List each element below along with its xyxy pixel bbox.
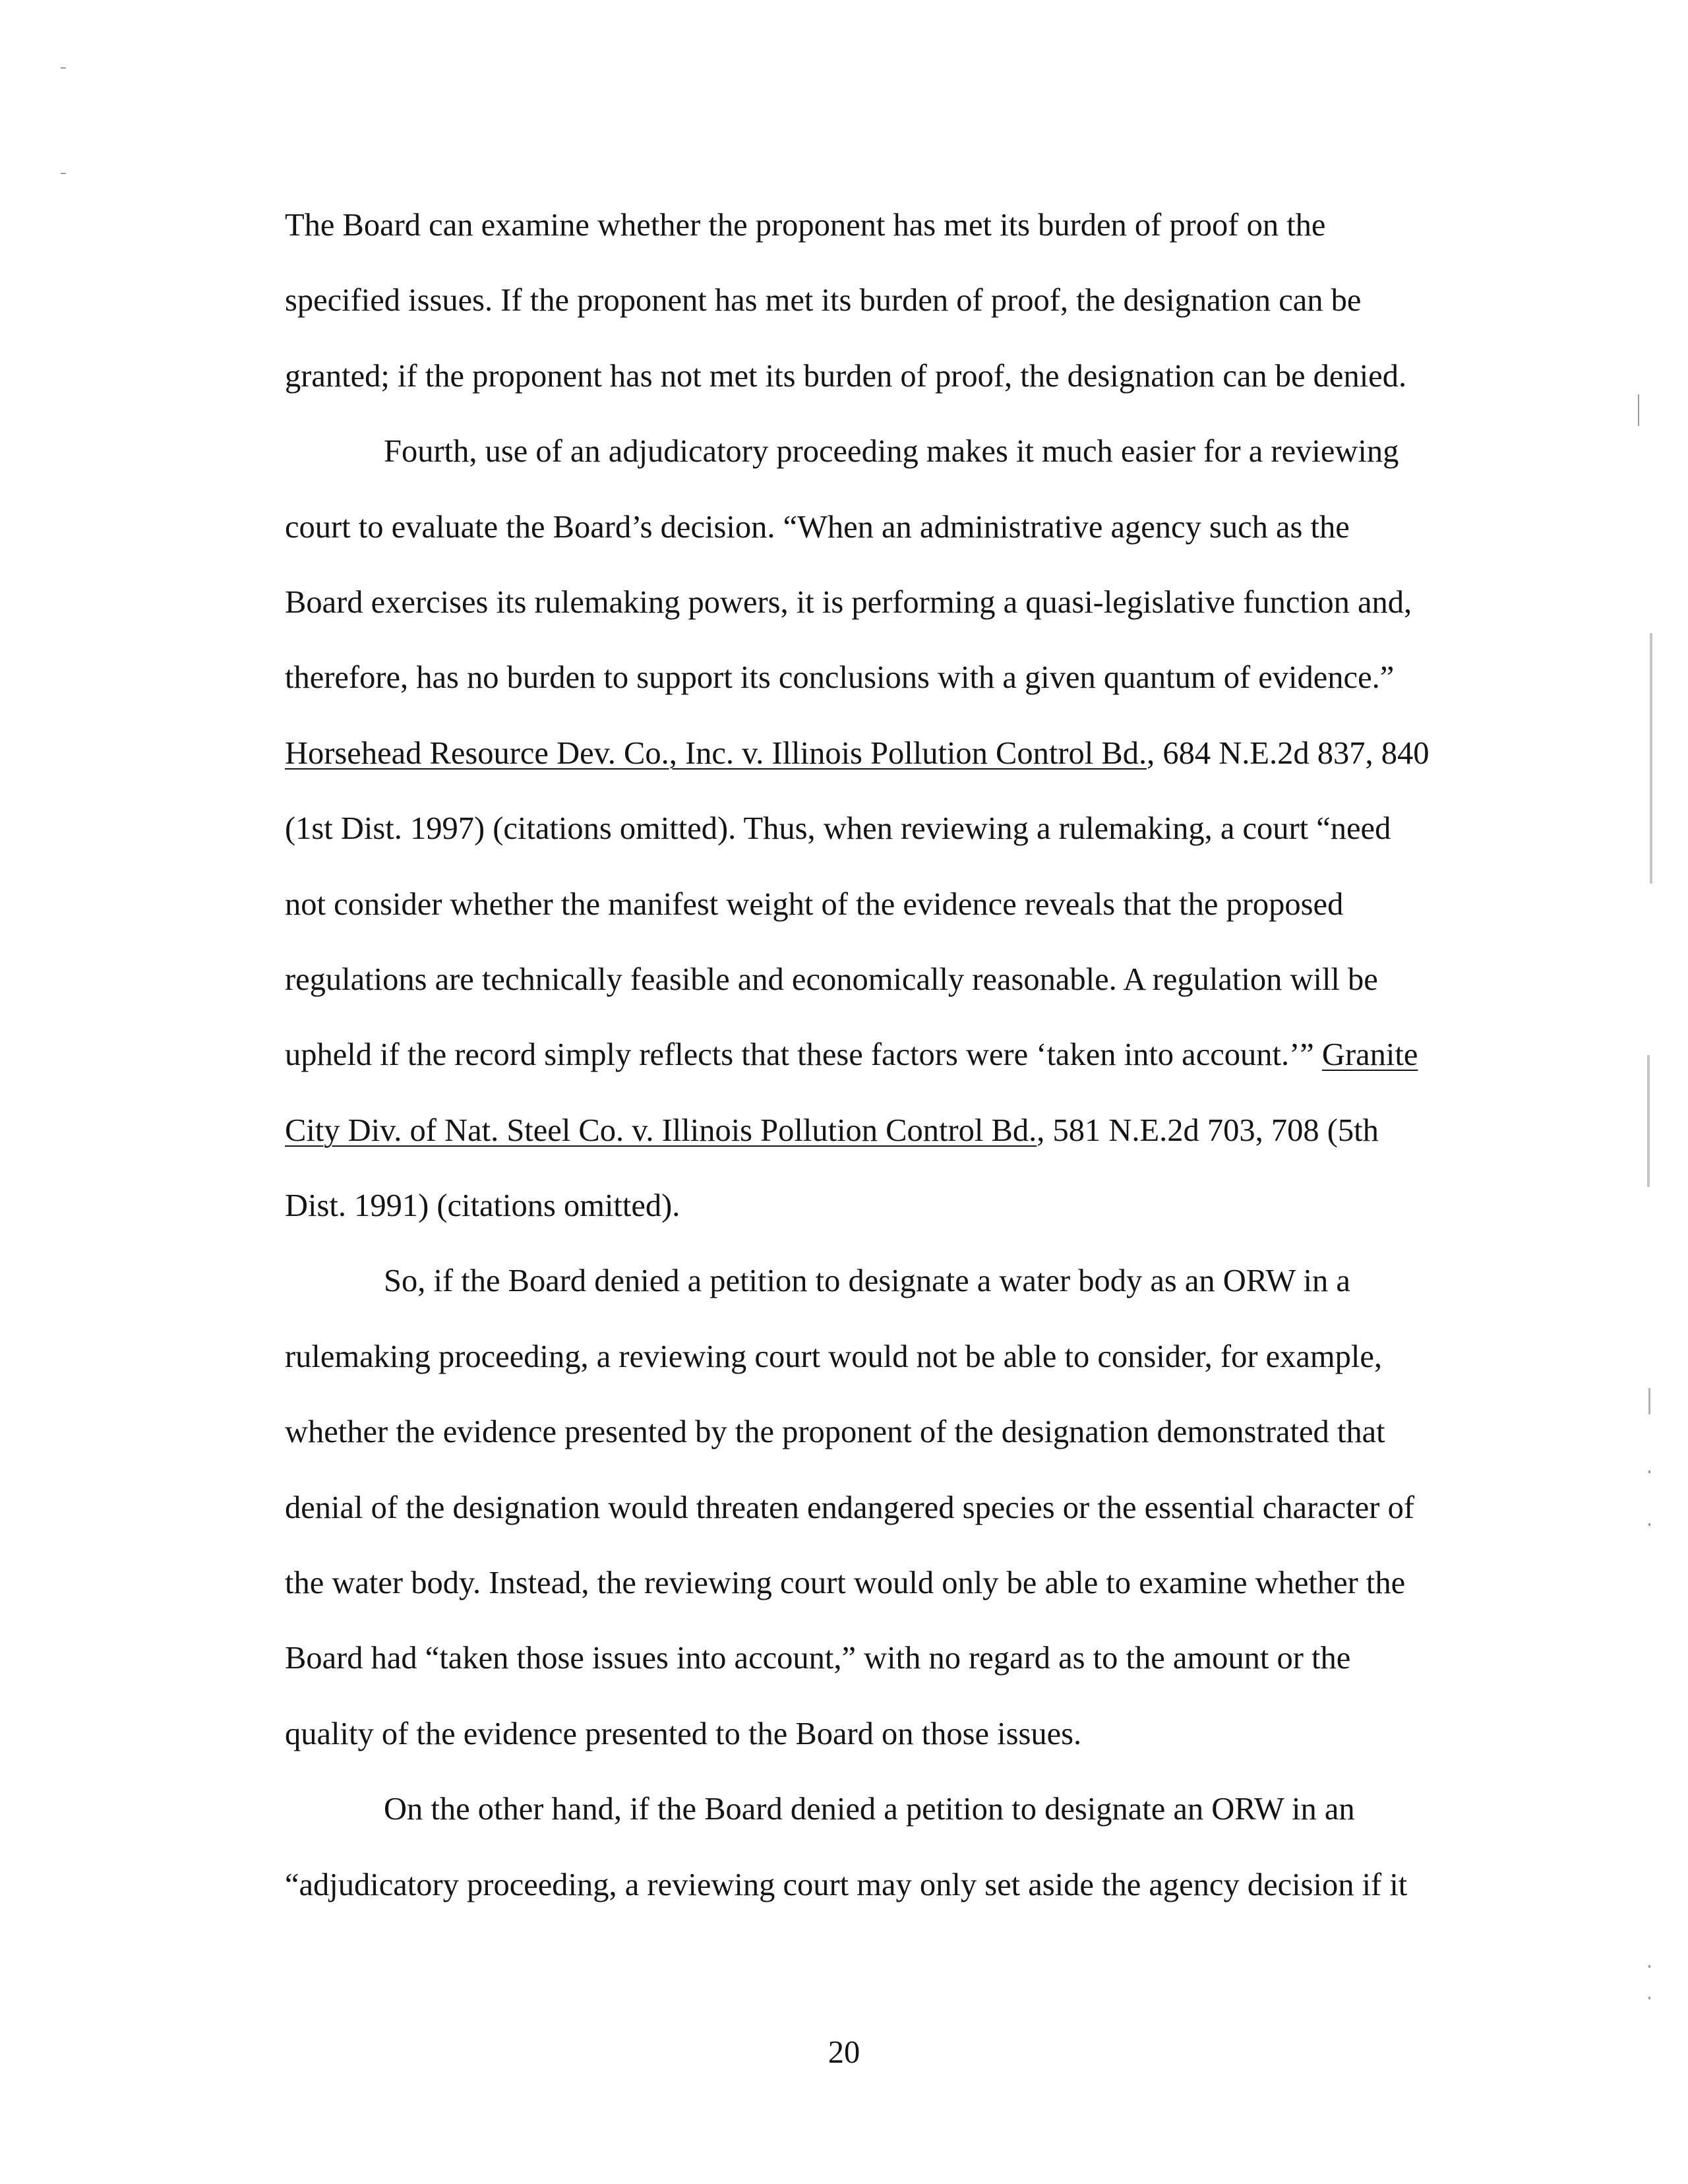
text-line <box>285 1093 1459 1168</box>
text-run: Fourth, use of an adjudicatory proceeding makes it much easier for a reviewing <box>384 434 1399 470</box>
paragraph <box>285 1772 1459 1923</box>
text-run: court to evaluate the Board’s decision. “When an administrative agency such as the <box>285 509 1350 545</box>
text-line <box>285 339 1459 414</box>
text-line <box>285 1471 1459 1546</box>
text-line <box>285 791 1459 866</box>
paragraph <box>285 188 1459 414</box>
scan-mark <box>1648 1965 1650 1968</box>
text-run: rulemaking proceeding, a reviewing court would not be able to consider, for example, <box>285 1339 1383 1374</box>
text-line <box>285 490 1459 565</box>
text-line <box>285 1697 1459 1772</box>
text-run: quality of the evidence presented to the Board on those issues. <box>285 1716 1082 1751</box>
text-run: not consider whether the manifest weight of the evidence reveals that the proposed <box>285 886 1344 922</box>
text-line <box>285 1546 1459 1621</box>
text-line <box>285 1621 1459 1696</box>
scan-mark <box>1648 1388 1650 1414</box>
text-line <box>285 1848 1459 1923</box>
scan-mark <box>1650 633 1652 884</box>
scan-mark <box>1648 1523 1650 1526</box>
text-line <box>285 565 1459 640</box>
paragraph <box>285 414 1459 1244</box>
text-run: Board had “taken those issues into account,” with no regard as to the amount or the <box>285 1641 1351 1676</box>
text-run: granted; if the proponent has not met its burden of proof, the designation can be denied. <box>285 358 1407 394</box>
text-line <box>285 716 1459 791</box>
scan-mark <box>1638 394 1639 426</box>
text-run: denial of the designation would threaten endangered species or the essential character of <box>285 1490 1414 1525</box>
case-citation: City Div. of Nat. Steel Co. v. Illinois Pollution Control Bd. <box>285 1112 1037 1148</box>
text-line <box>285 414 1459 489</box>
scan-mark <box>1648 1471 1650 1473</box>
text-run: regulations are technically feasible and economically reasonable. A regulation will be <box>285 961 1378 997</box>
text-run: Dist. 1991) (citations omitted). <box>285 1188 680 1224</box>
scan-mark <box>1648 1997 1650 1999</box>
text-line <box>285 1017 1459 1093</box>
text-line <box>285 640 1459 715</box>
text-run: So, if the Board denied a petition to designate a water body as an ORW in a <box>384 1263 1350 1299</box>
text-line <box>285 942 1459 1017</box>
text-run: , 581 N.E.2d 703, 708 (5th <box>1037 1112 1379 1148</box>
body-text <box>285 188 1459 1923</box>
text-run: whether the evidence presented by the proponent of the designation demonstrated that <box>285 1414 1385 1450</box>
text-run: upheld if the record simply reflects that these factors were ‘taken into account.’” <box>285 1037 1322 1073</box>
text-run: (1st Dist. 1997) (citations omitted). Thus, when reviewing a rulemaking, a court “need <box>285 811 1391 847</box>
text-run: On the other hand, if the Board denied a petition to designate an ORW in an <box>384 1792 1355 1827</box>
text-line <box>285 188 1459 263</box>
page-number: 20 <box>828 2035 860 2070</box>
scan-mark <box>61 173 66 174</box>
text-run: the water body. Instead, the reviewing court would only be able to examine whether the <box>285 1565 1406 1601</box>
text-line <box>285 1320 1459 1395</box>
text-line <box>285 867 1459 942</box>
text-line <box>285 263 1459 338</box>
text-line <box>285 1244 1459 1319</box>
case-citation: Horsehead Resource Dev. Co., Inc. v. Illinois Pollution Control Bd. <box>285 735 1147 771</box>
scan-mark <box>61 67 66 69</box>
text-line <box>285 1772 1459 1847</box>
text-run: specified issues. If the proponent has met its burden of proof, the designation can be <box>285 283 1362 318</box>
text-run: therefore, has no burden to support its conclusions with a given quantum of evidence.” <box>285 660 1395 696</box>
paragraph <box>285 1244 1459 1772</box>
text-run: Board exercises its rulemaking powers, it is performing a quasi-legislative function and, <box>285 584 1412 620</box>
text-line <box>285 1168 1459 1244</box>
scan-mark <box>1647 1055 1650 1187</box>
text-run: , 684 N.E.2d 837, 840 <box>1147 735 1430 771</box>
text-run: The Board can examine whether the proponent has met its burden of proof on the <box>285 208 1326 243</box>
text-run: “adjudicatory proceeding, a reviewing court may only set aside the agency decision if it <box>285 1867 1408 1902</box>
case-citation: Granite <box>1321 1037 1418 1073</box>
text-line <box>285 1395 1459 1470</box>
